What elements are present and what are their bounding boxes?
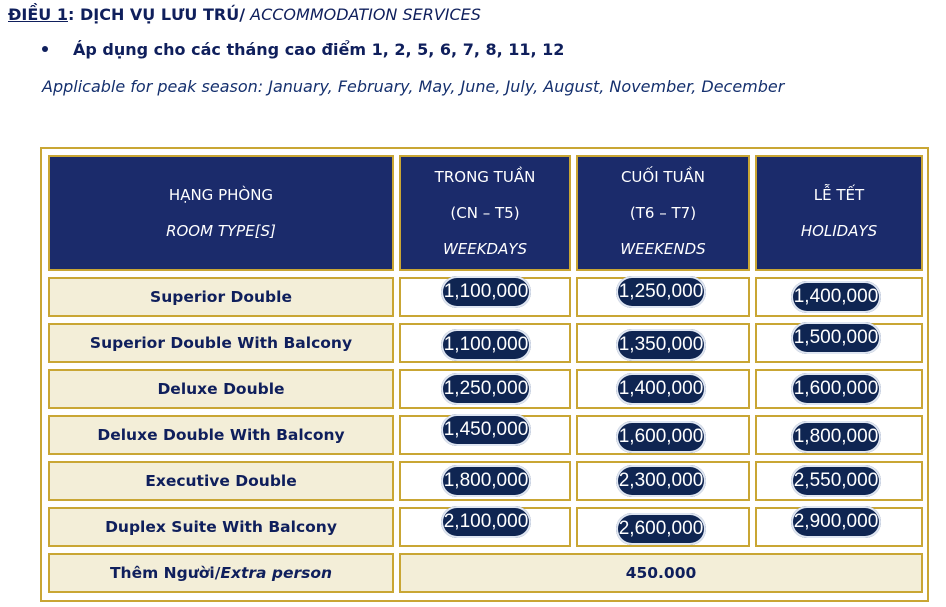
extra-person-label-vi: Thêm Người/: [109, 564, 221, 582]
rate-badge: 2,300,000: [616, 465, 706, 497]
article-heading: [8, 5, 481, 24]
weekend-rate-cell: [576, 507, 750, 547]
rate-badge: 1,800,000: [441, 465, 531, 497]
header-weekends: [576, 155, 750, 271]
weekend-rate-cell: [576, 277, 750, 317]
rate-badge: 1,400,000: [791, 281, 881, 313]
bullet-icon: [42, 46, 48, 52]
extra-person-rate: 450.000: [399, 553, 923, 593]
article-title-en: ACCOMMODATION SERVICES: [245, 5, 481, 24]
rate-badge: 2,100,000: [441, 506, 531, 538]
room-name-cell: Superior Double With Balcony: [48, 323, 394, 363]
holiday-rate-cell: [755, 323, 923, 363]
room-name-cell: Duplex Suite With Balcony: [48, 507, 394, 547]
header-holidays-en: HOLIDAYS: [800, 222, 878, 240]
room-name-cell: Executive Double: [48, 461, 394, 501]
article-title-vi: DỊCH VỤ LƯU TRÚ/: [74, 5, 246, 24]
holiday-rate-cell: [755, 277, 923, 317]
weekday-rate-cell: [399, 461, 571, 501]
rate-badge: 1,400,000: [616, 373, 706, 405]
weekend-rate-cell: [576, 323, 750, 363]
holiday-rate-cell: [755, 369, 923, 409]
rate-badge: 1,600,000: [791, 373, 881, 405]
room-name-cell: Deluxe Double: [48, 369, 394, 409]
rate-badge: 2,550,000: [791, 465, 881, 497]
rate-badge: 2,600,000: [616, 513, 706, 545]
room-name-cell: Deluxe Double With Balcony: [48, 415, 394, 455]
header-weekdays-en: WEEKDAYS: [442, 240, 528, 258]
header-room-type: [48, 155, 394, 271]
weekend-rate-cell: [576, 369, 750, 409]
rate-badge: 1,100,000: [441, 329, 531, 361]
header-room-type-en: ROOM TYPE[S]: [166, 222, 276, 240]
rate-badge: 1,350,000: [616, 329, 706, 361]
header-room-type-vi: HẠNG PHÒNG: [168, 186, 274, 204]
holiday-rate-cell: [755, 461, 923, 501]
rate-badge: 1,250,000: [441, 373, 531, 405]
header-weekends-en: WEEKENDS: [620, 240, 706, 258]
weekday-rate-cell: [399, 415, 571, 455]
room-name-cell: Superior Double: [48, 277, 394, 317]
holiday-rate-cell: [755, 415, 923, 455]
rate-badge: 1,100,000: [441, 276, 531, 308]
peak-months-text: Áp dụng cho các tháng cao điểm 1, 2, 5, 6, 7, 8, 11, 12: [73, 40, 565, 59]
extra-person-label-en: Extra person: [220, 564, 333, 582]
weekday-rate-cell: [399, 507, 571, 547]
article-number: ĐIỀU 1: [8, 5, 68, 24]
header-holidays-vi: LỄ TẾT: [813, 186, 865, 204]
rate-badge: 2,900,000: [791, 506, 881, 538]
header-weekends-range: (T6 – T7): [629, 204, 697, 222]
weekend-rate-cell: [576, 461, 750, 501]
weekday-rate-cell: [399, 323, 571, 363]
rate-badge: 1,250,000: [616, 276, 706, 308]
rate-badge: 1,500,000: [791, 322, 881, 354]
header-weekdays-range: (CN – T5): [450, 204, 520, 222]
weekend-rate-cell: [576, 415, 750, 455]
weekday-rate-cell: [399, 277, 571, 317]
applicable-note: Applicable for peak season: January, February, May, June, July, August, November, December: [42, 77, 785, 96]
peak-months-bullet: [42, 40, 564, 59]
rate-badge: 1,800,000: [791, 421, 881, 453]
rate-badge: 1,600,000: [616, 421, 706, 453]
header-weekdays: [399, 155, 571, 271]
article-colon: :: [67, 5, 75, 24]
extra-person-label: [48, 553, 394, 593]
holiday-rate-cell: [755, 507, 923, 547]
rate-badge: 1,450,000: [441, 414, 531, 446]
header-weekdays-vi: TRONG TUẦN: [434, 168, 536, 186]
header-holidays: [755, 155, 923, 271]
header-weekends-vi: CUỐI TUẦN: [620, 168, 706, 186]
rates-table: [40, 147, 929, 602]
weekday-rate-cell: [399, 369, 571, 409]
